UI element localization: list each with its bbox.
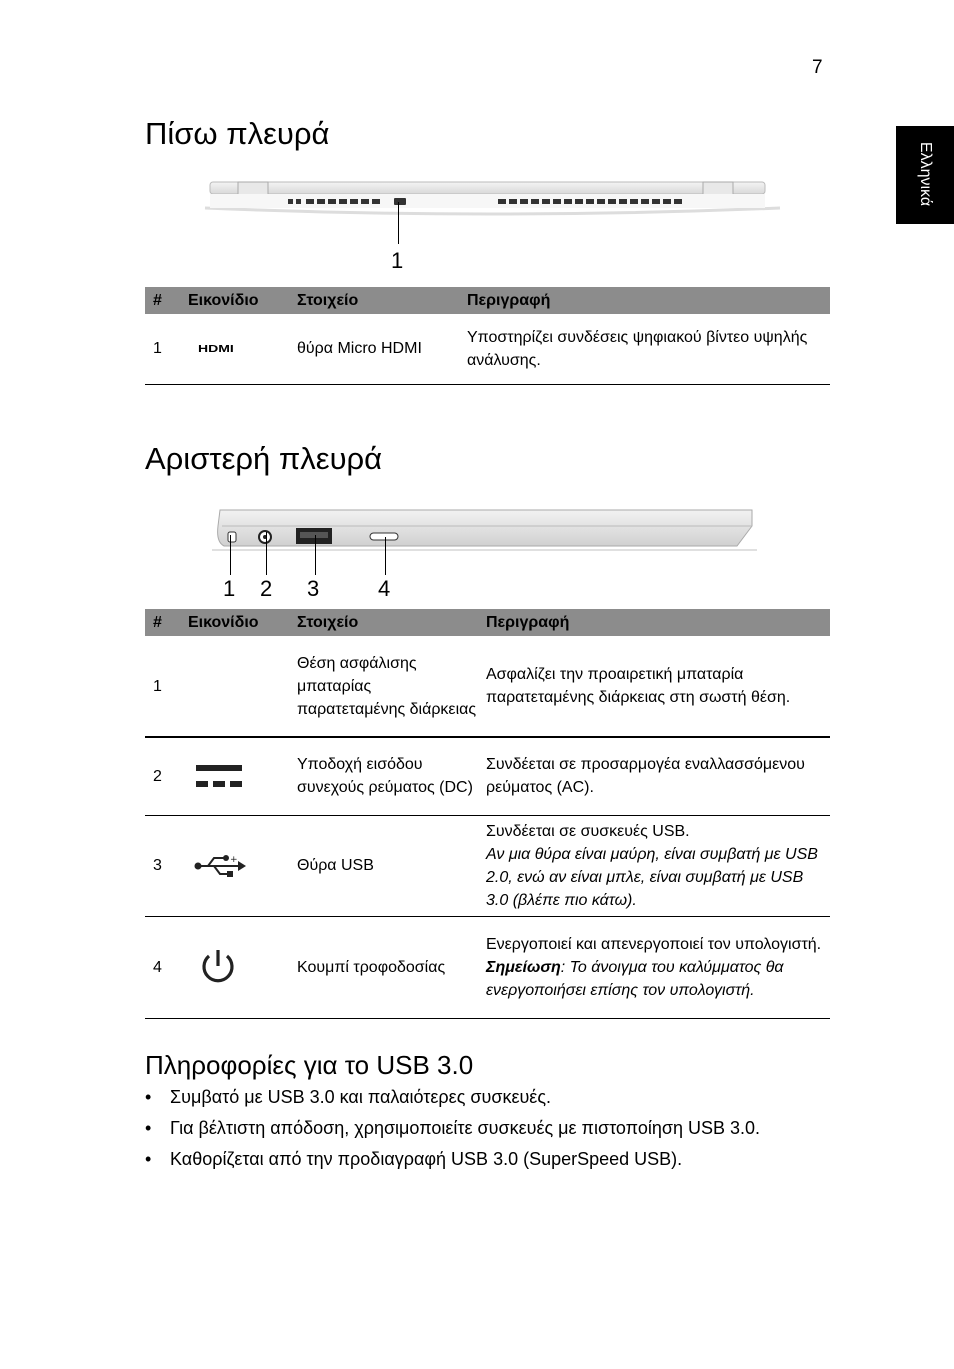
row-item: Κουμπί τροφοδοσίας (293, 916, 482, 1018)
row-number: 1 (145, 636, 184, 737)
table-row (145, 636, 830, 737)
table-row (145, 815, 830, 916)
list-item: • Για βέλτιστη απόδοση, χρησιμοποιείτε συσκευές με πιστοποίηση USB 3.0. (145, 1116, 830, 1140)
list-item: • Καθορίζεται από την προδιαγραφή USB 3.0 (SuperSpeed USB). (145, 1147, 830, 1171)
row-description-main: Συνδέεται σε συσκευές USB. (486, 822, 690, 840)
left-section-title: Αριστερή πλευρά (145, 441, 383, 476)
row-description-note: Αν μια θύρα είναι μαύρη, είναι συμβατή με USB 2.0, ενώ αν είναι μπλε, είναι συμβατή με USB 3.0 (βλέπε πιο κάτω). (486, 845, 818, 909)
row-description (482, 916, 830, 1018)
laptop-left-side-image (212, 506, 762, 552)
col-header-icon: Εικονίδιο (184, 609, 293, 636)
language-tab (896, 126, 954, 224)
col-header-item: Στοιχείο (293, 609, 482, 636)
row-item: Θύρα USB (293, 815, 482, 916)
row-description-note (486, 956, 826, 1002)
rear-callout-line (398, 202, 399, 244)
col-header-description: Περιγραφή (463, 287, 830, 314)
row-number: 4 (145, 916, 184, 1018)
rear-section-title: Πίσω πλευρά (145, 116, 330, 151)
col-header-number: # (145, 287, 184, 314)
left-callout-line-3 (315, 535, 316, 575)
row-number: 1 (145, 314, 184, 384)
note-text: : Το άνοιγμα του καλύμματος θα ενεργοποιήσει επίσης τον υπολογιστή. (486, 958, 784, 999)
row-number: 2 (145, 737, 184, 815)
note-label: Σημείωση (486, 958, 561, 976)
table-row (145, 737, 830, 815)
row-description-main: Ενεργοποιεί και απενεργοποιεί τον υπολογιστή. (486, 935, 822, 953)
left-ports-table (145, 609, 830, 1019)
left-callout-line-4 (385, 537, 386, 575)
rear-callout-1: 1 (391, 248, 404, 273)
table-header-row (145, 287, 830, 314)
left-callout-line-2 (266, 532, 267, 575)
left-callout-3: 3 (307, 576, 320, 601)
power-icon (198, 948, 238, 986)
rear-ports-table (145, 287, 830, 385)
row-number: 3 (145, 815, 184, 916)
usb-info-list (145, 1085, 830, 1178)
dc-in-icon (196, 761, 246, 791)
laptop-rear-image (200, 178, 790, 220)
left-callout-2: 2 (260, 576, 273, 601)
row-description: Συνδέεται σε προσαρμογέα εναλλασσόμενου ρεύματος (AC). (482, 737, 830, 815)
left-view-illustration (212, 506, 762, 552)
row-icon-cell (184, 636, 293, 737)
left-callout-4: 4 (378, 576, 391, 601)
row-icon-cell (184, 815, 293, 916)
row-item: θύρα Micro HDMI (293, 314, 463, 384)
col-header-icon: Εικονίδιο (184, 287, 293, 314)
left-callout-line-1 (230, 535, 231, 575)
list-item: • Συμβατό με USB 3.0 και παλαιότερες συσκευές. (145, 1085, 830, 1109)
usb-icon (194, 853, 246, 879)
language-tab-label: Ελληνικά (917, 141, 934, 207)
table-row (145, 314, 830, 384)
row-item: Θέση ασφάλισης μπαταρίας παρατεταμένης διάρκειας (293, 636, 482, 737)
table-row (145, 916, 830, 1018)
col-header-description: Περιγραφή (482, 609, 830, 636)
row-icon-cell (184, 737, 293, 815)
hdmi-icon: HDMI (198, 344, 234, 356)
rear-view-illustration (200, 178, 790, 220)
row-description: Ασφαλίζει την προαιρετική μπαταρία παρατεταμένης διάρκειας στη σωστή θέση. (482, 636, 830, 737)
usb-info-title: Πληροφορίες για το USB 3.0 (145, 1050, 474, 1080)
row-item: Υποδοχή εισόδου συνεχούς ρεύματος (DC) (293, 737, 482, 815)
page-number: 7 (812, 57, 823, 78)
col-header-item: Στοιχείο (293, 287, 463, 314)
row-description (482, 815, 830, 916)
col-header-number: # (145, 609, 184, 636)
row-icon-cell (184, 314, 293, 384)
row-description: Υποστηρίζει συνδέσεις ψηφιακού βίντεο υψηλής ανάλυσης. (463, 314, 830, 384)
svg-text:+: + (230, 854, 238, 865)
table-header-row (145, 609, 830, 636)
left-callout-1: 1 (223, 576, 236, 601)
row-icon-cell (184, 916, 293, 1018)
